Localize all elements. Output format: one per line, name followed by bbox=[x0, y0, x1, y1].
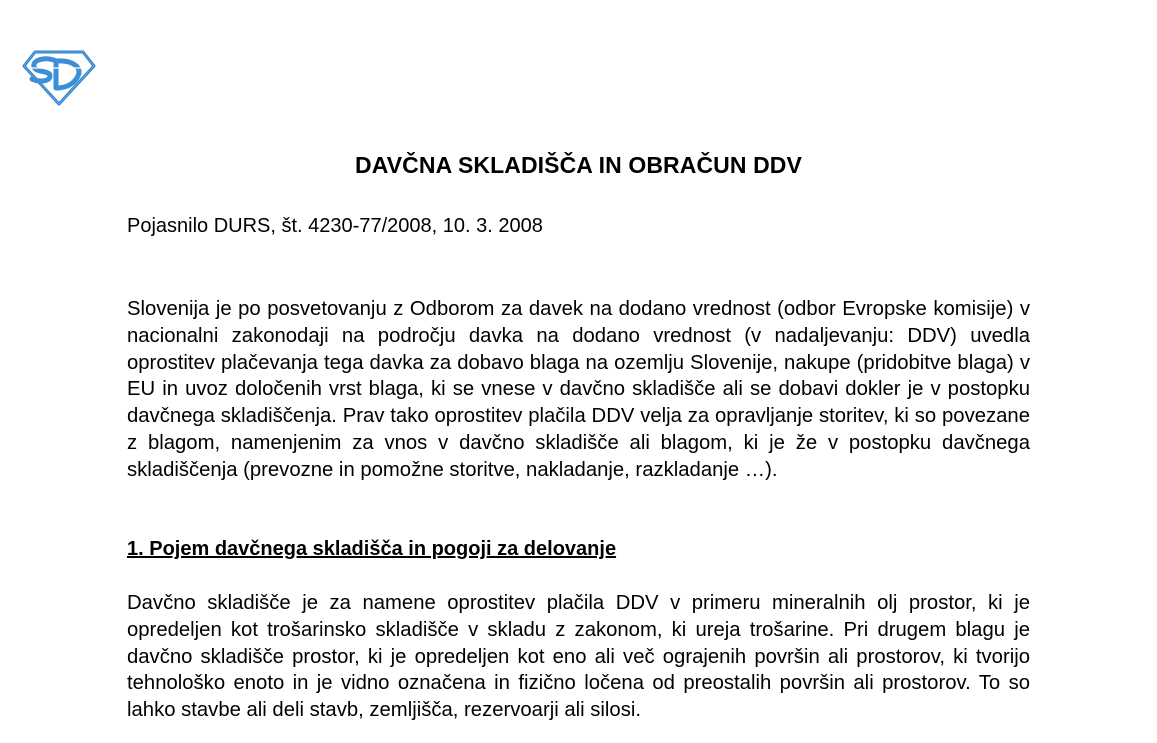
company-logo-icon bbox=[22, 48, 96, 106]
section-heading: 1. Pojem davčnega skladišča in pogoji za delovanje bbox=[127, 538, 617, 560]
intro-paragraph: Slovenija je po posvetovanju z Odborom za davek na dodano vrednost (odbor Evropske komisije) v nacionalni zakonodaji na področju davka na dodano vrednost (v nadaljevanju: DDV) uvedla oprostitev plačevanja tega davka za dobavo blaga na ozemlju Slovenije, nakupe (pridobitve blaga) v EU in uvoz določenih vrst blaga, ki se vnese v davčno skladišče ali se dobavi dokler je v postopku davčnega skladiščenja. Prav tako oprostitev plačila DDV velja za opravljanje storitev, ki so povezane z blagom, namenjenim za vnos v davčno skladišče ali blagom, ki je že v postopku davčnega skladiščenja (prevozne in pomožne storitve, nakladanje, razkladanje …). bbox=[127, 298, 1030, 481]
document-title: DAVČNA SKLADIŠČA IN OBRAČUN DDV bbox=[355, 152, 802, 178]
section-paragraph: Davčno skladišče je za namene oprostitev plačila DDV v primeru mineralnih olj prostor, ki je opredeljen kot trošarinsko skladišče v skladu z zakonom, ki ureja trošarine. Pri drugem blagu je davčno skladišče prostor, ki je opredeljen kot eno ali več ograjenih površin ali prostorov, ki tvorijo tehnološko enoto in je vidno označena in fizično ločena od preostalih površin ali prostorov. To so lahko stavbe ali deli stavb, zemljišča, rezervoarji ali silosi. bbox=[127, 592, 1030, 722]
document-reference: Pojasnilo DURS, št. 4230-77/2008, 10. 3. 2008 bbox=[127, 215, 543, 237]
